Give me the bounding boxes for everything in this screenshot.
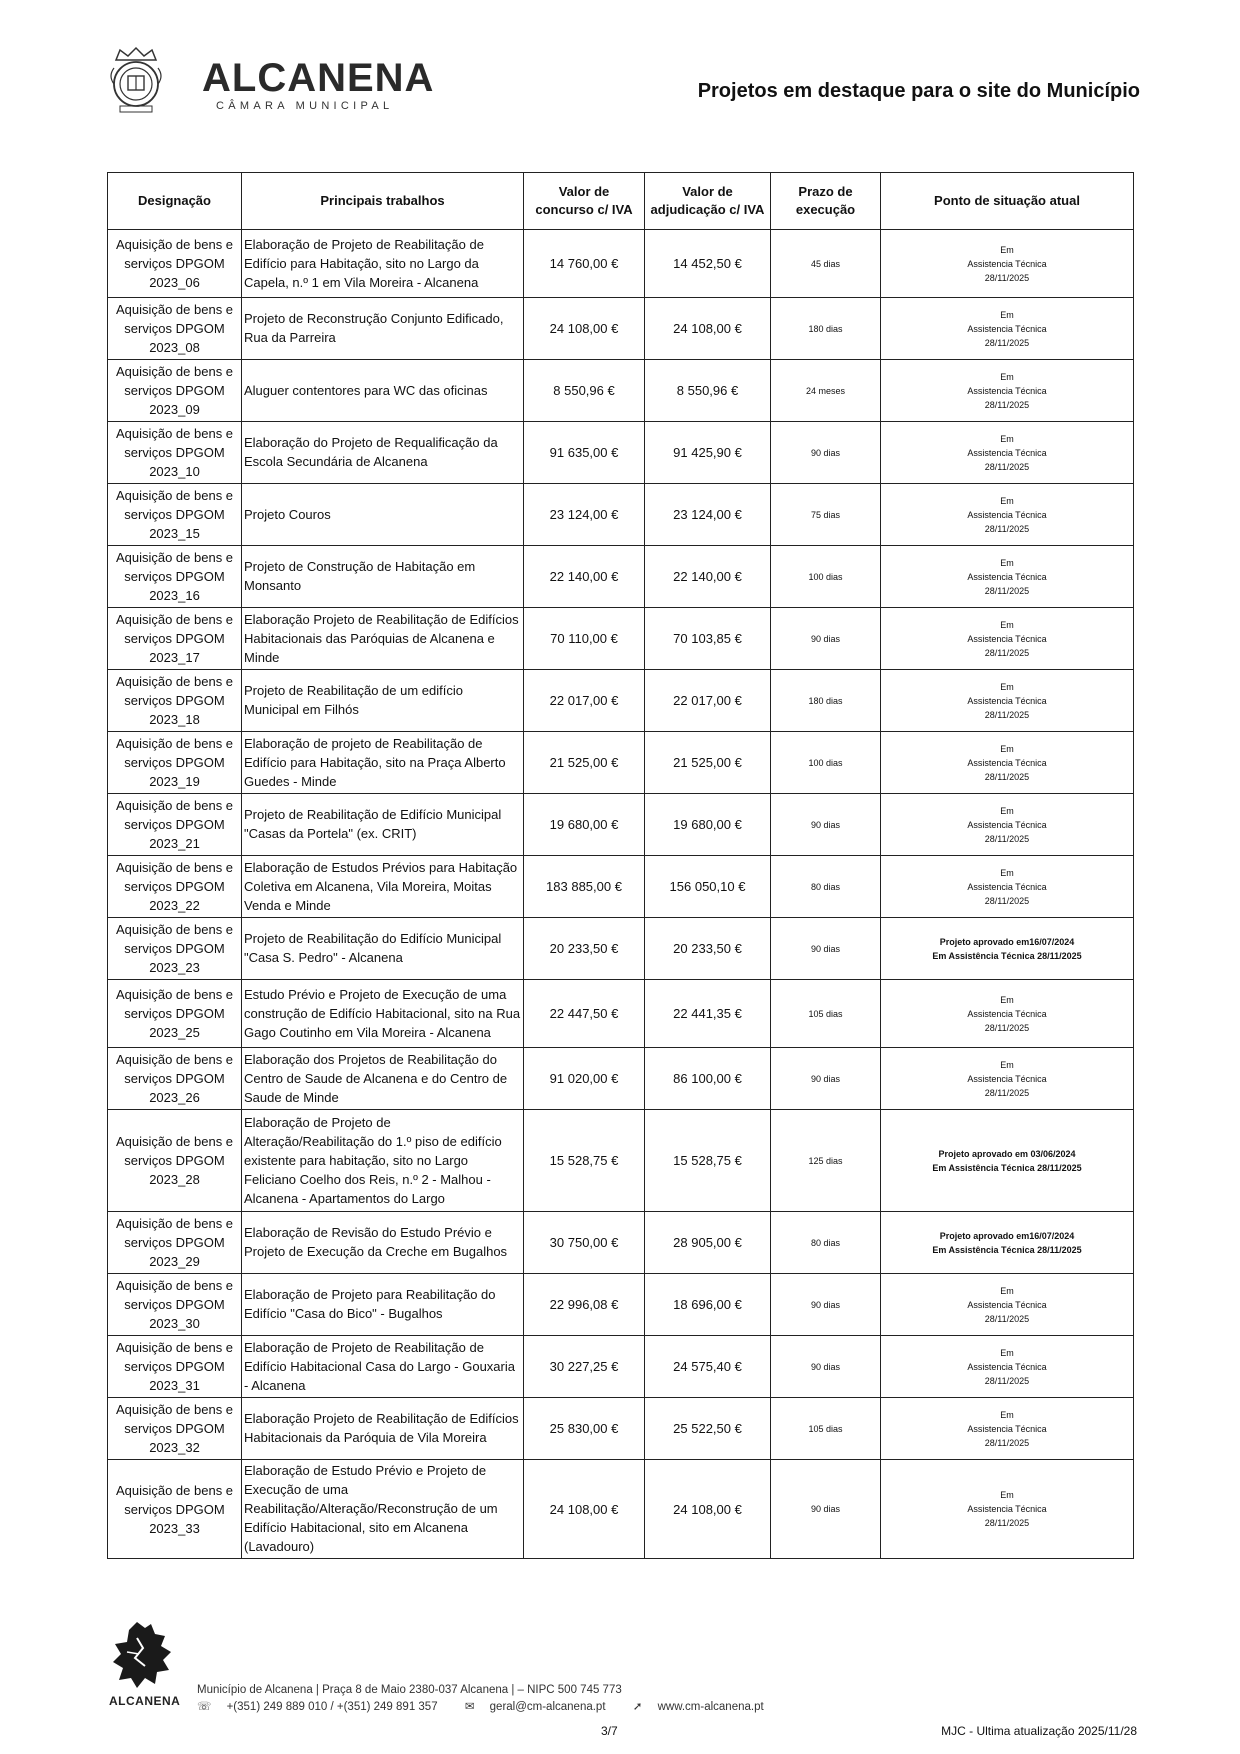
adjudicacao-value-cell: 25 522,50 € <box>645 1398 771 1460</box>
status-line: Em <box>1000 244 1014 255</box>
designation-cell: Aquisição de bens e serviços DPGOM 2023_23 <box>108 918 242 980</box>
status-cell <box>881 546 1134 608</box>
status-line: 28/11/2025 <box>984 1375 1030 1386</box>
designation-cell: Aquisição de bens e serviços DPGOM 2023_09 <box>108 360 242 422</box>
concurso-value-cell: 30 227,25 € <box>524 1336 645 1398</box>
status-cell <box>881 360 1134 422</box>
status-line: 28/11/2025 <box>984 523 1030 534</box>
status-line: 28/11/2025 <box>984 1313 1030 1324</box>
work-cell: Aluguer contentores para WC das oficinas <box>242 360 524 422</box>
status-cell <box>881 1110 1134 1212</box>
footer-phone <box>197 1701 450 1713</box>
designation-cell: Aquisição de bens e serviços DPGOM 2023_22 <box>108 856 242 918</box>
status-line: Assistencia Técnica <box>967 881 1047 892</box>
status-line: Assistencia Técnica <box>967 323 1047 334</box>
status-line: Em <box>1000 1347 1014 1358</box>
page-title: Projetos em destaque para o site do Município <box>697 80 1140 102</box>
concurso-value-cell: 22 017,00 € <box>524 670 645 732</box>
status-line: Em <box>1000 619 1014 630</box>
status-line: 28/11/2025 <box>984 1437 1030 1448</box>
designation-cell: Aquisição de bens e serviços DPGOM 2023_33 <box>108 1460 242 1559</box>
designation-cell: Aquisição de bens e serviços DPGOM 2023_30 <box>108 1274 242 1336</box>
concurso-value-cell: 91 635,00 € <box>524 422 645 484</box>
adjudicacao-value-cell: 86 100,00 € <box>645 1048 771 1110</box>
mail-icon: ✉ <box>464 1701 475 1713</box>
work-cell: Elaboração dos Projetos de Reabilitação do Centro de Saude de Alcanena e do Centro de Saude de Minde <box>242 1048 524 1110</box>
work-cell: Elaboração de Estudo Prévio e Projeto de Execução de uma Reabilitação/Alteração/Reconstrução de um Edifício Habitacional, sito em Alcanena (Lavadouro) <box>242 1460 524 1559</box>
status-line: Em Assistência Técnica 28/11/2025 <box>932 1244 1082 1255</box>
brand-logo <box>202 58 434 112</box>
work-cell: Elaboração de projeto de Reabilitação de Edifício para Habitação, sito na Praça Alberto Guedes - Minde <box>242 732 524 794</box>
concurso-value-cell: 24 108,00 € <box>524 298 645 360</box>
designation-cell: Aquisição de bens e serviços DPGOM 2023_26 <box>108 1048 242 1110</box>
prazo-cell: 90 dias <box>771 918 881 980</box>
prazo-cell: 90 dias <box>771 1274 881 1336</box>
designation-cell: Aquisição de bens e serviços DPGOM 2023_31 <box>108 1336 242 1398</box>
adjudicacao-value-cell: 22 441,35 € <box>645 980 771 1048</box>
footer-website[interactable] <box>633 1701 776 1713</box>
work-cell: Elaboração de Revisão do Estudo Prévio e Projeto de Execução da Creche em Bugalhos <box>242 1212 524 1274</box>
concurso-value-cell: 25 830,00 € <box>524 1398 645 1460</box>
designation-cell: Aquisição de bens e serviços DPGOM 2023_29 <box>108 1212 242 1274</box>
prazo-cell: 75 dias <box>771 484 881 546</box>
footer-address: Município de Alcanena | Praça 8 de Maio 2380-037 Alcanena | – NIPC 500 745 773 <box>197 1684 622 1696</box>
status-line: Em <box>1000 557 1014 568</box>
concurso-value-cell: 19 680,00 € <box>524 794 645 856</box>
prazo-cell: 90 dias <box>771 1048 881 1110</box>
status-line: Assistencia Técnica <box>967 757 1047 768</box>
adjudicacao-value-cell: 8 550,96 € <box>645 360 771 422</box>
prazo-cell: 24 meses <box>771 360 881 422</box>
concurso-value-cell: 23 124,00 € <box>524 484 645 546</box>
designation-cell: Aquisição de bens e serviços DPGOM 2023_18 <box>108 670 242 732</box>
table-row <box>108 1048 1134 1110</box>
work-cell: Elaboração de Projeto de Reabilitação de Edifício Habitacional Casa do Largo - Gouxaria - Alcanena <box>242 1336 524 1398</box>
status-cell <box>881 1212 1134 1274</box>
status-cell <box>881 856 1134 918</box>
page-header <box>100 40 1140 120</box>
prazo-cell: 180 dias <box>771 670 881 732</box>
footer-phone-text: +(351) 249 889 010 / +(351) 249 891 357 <box>226 1701 438 1713</box>
status-cell <box>881 794 1134 856</box>
concurso-value-cell: 30 750,00 € <box>524 1212 645 1274</box>
table-row <box>108 422 1134 484</box>
adjudicacao-value-cell: 24 108,00 € <box>645 1460 771 1559</box>
table-row <box>108 794 1134 856</box>
prazo-cell: 90 dias <box>771 1460 881 1559</box>
adjudicacao-value-cell: 70 103,85 € <box>645 608 771 670</box>
table-row <box>108 1274 1134 1336</box>
update-note: MJC - Ultima atualização 2025/11/28 <box>941 1724 1137 1738</box>
status-line: 28/11/2025 <box>984 771 1030 782</box>
adjudicacao-value-cell: 22 140,00 € <box>645 546 771 608</box>
status-line: Em <box>1000 1285 1014 1296</box>
adjudicacao-value-cell: 156 050,10 € <box>645 856 771 918</box>
status-line: 28/11/2025 <box>984 1022 1030 1033</box>
status-line: Assistencia Técnica <box>967 1361 1047 1372</box>
status-line: Assistencia Técnica <box>967 695 1047 706</box>
table-row <box>108 608 1134 670</box>
adjudicacao-value-cell: 18 696,00 € <box>645 1274 771 1336</box>
designation-cell: Aquisição de bens e serviços DPGOM 2023_32 <box>108 1398 242 1460</box>
work-cell: Elaboração de Projeto para Reabilitação do Edifício "Casa do Bico" - Bugalhos <box>242 1274 524 1336</box>
page-number: 3/7 <box>601 1724 618 1738</box>
header-valor-adjudicacao: Valor de adjudicação c/ IVA <box>645 173 771 230</box>
status-line: 28/11/2025 <box>984 709 1030 720</box>
work-cell: Projeto de Reconstrução Conjunto Edificado, Rua da Parreira <box>242 298 524 360</box>
status-line: Assistencia Técnica <box>967 1008 1047 1019</box>
brand-name: ALCANENA <box>202 56 435 100</box>
adjudicacao-value-cell: 15 528,75 € <box>645 1110 771 1212</box>
page-footer <box>107 1610 1137 1738</box>
concurso-value-cell: 70 110,00 € <box>524 608 645 670</box>
adjudicacao-value-cell: 22 017,00 € <box>645 670 771 732</box>
footer-contacts <box>197 1699 788 1713</box>
work-cell: Projeto Couros <box>242 484 524 546</box>
status-line: 28/11/2025 <box>984 833 1030 844</box>
adjudicacao-value-cell: 14 452,50 € <box>645 230 771 298</box>
prazo-cell: 90 dias <box>771 1336 881 1398</box>
status-line: 28/11/2025 <box>984 895 1030 906</box>
prazo-cell: 45 dias <box>771 230 881 298</box>
concurso-value-cell: 21 525,00 € <box>524 732 645 794</box>
prazo-cell: 180 dias <box>771 298 881 360</box>
status-line: Assistencia Técnica <box>967 385 1047 396</box>
table-row <box>108 918 1134 980</box>
projects-table <box>107 172 1134 1559</box>
designation-cell: Aquisição de bens e serviços DPGOM 2023_08 <box>108 298 242 360</box>
adjudicacao-value-cell: 21 525,00 € <box>645 732 771 794</box>
status-line: Em <box>1000 743 1014 754</box>
status-line: Em Assistência Técnica 28/11/2025 <box>932 950 1082 961</box>
status-cell <box>881 1274 1134 1336</box>
status-cell <box>881 484 1134 546</box>
header-situacao: Ponto de situação atual <box>881 173 1134 230</box>
status-line: Em Assistência Técnica 28/11/2025 <box>932 1162 1082 1173</box>
header-designacao: Designação <box>108 173 242 230</box>
status-line: 28/11/2025 <box>984 399 1030 410</box>
status-line: 28/11/2025 <box>984 1087 1030 1098</box>
table-row <box>108 484 1134 546</box>
status-cell <box>881 298 1134 360</box>
status-line: 28/11/2025 <box>984 647 1030 658</box>
adjudicacao-value-cell: 91 425,90 € <box>645 422 771 484</box>
header-trabalhos: Principais trabalhos <box>242 173 524 230</box>
adjudicacao-value-cell: 28 905,00 € <box>645 1212 771 1274</box>
status-line: Em <box>1000 994 1014 1005</box>
prazo-cell: 105 dias <box>771 1398 881 1460</box>
concurso-value-cell: 20 233,50 € <box>524 918 645 980</box>
table-row <box>108 360 1134 422</box>
work-cell: Projeto de Reabilitação de Edifício Municipal "Casas da Portela" (ex. CRIT) <box>242 794 524 856</box>
prazo-cell: 90 dias <box>771 422 881 484</box>
status-line: Assistencia Técnica <box>967 1423 1047 1434</box>
table-row <box>108 1460 1134 1559</box>
status-line: 28/11/2025 <box>984 272 1030 283</box>
adjudicacao-value-cell: 20 233,50 € <box>645 918 771 980</box>
status-cell <box>881 670 1134 732</box>
status-cell <box>881 1398 1134 1460</box>
designation-cell: Aquisição de bens e serviços DPGOM 2023_10 <box>108 422 242 484</box>
status-line: Assistencia Técnica <box>967 258 1047 269</box>
status-line: Assistencia Técnica <box>967 509 1047 520</box>
adjudicacao-value-cell: 19 680,00 € <box>645 794 771 856</box>
footer-website-text: www.cm-alcanena.pt <box>657 1701 764 1713</box>
work-cell: Projeto de Reabilitação do Edifício Municipal "Casa S. Pedro" - Alcanena <box>242 918 524 980</box>
table-row <box>108 670 1134 732</box>
prazo-cell: 80 dias <box>771 856 881 918</box>
concurso-value-cell: 183 885,00 € <box>524 856 645 918</box>
status-cell <box>881 1048 1134 1110</box>
work-cell: Elaboração Projeto de Reabilitação de Edifícios Habitacionais da Paróquia de Vila Moreira <box>242 1398 524 1460</box>
status-line: Em <box>1000 309 1014 320</box>
status-line: Em <box>1000 805 1014 816</box>
status-line: Assistencia Técnica <box>967 1299 1047 1310</box>
status-line: Projeto aprovado em 03/06/2024 <box>938 1148 1076 1159</box>
status-line: Assistencia Técnica <box>967 1073 1047 1084</box>
status-line: Assistencia Técnica <box>967 819 1047 830</box>
status-cell <box>881 608 1134 670</box>
status-line: Em <box>1000 681 1014 692</box>
brand-subtitle: CÂMARA MUNICIPAL <box>216 100 394 112</box>
prazo-cell: 100 dias <box>771 546 881 608</box>
work-cell: Elaboração de Projeto de Reabilitação de Edifício para Habitação, sito no Largo da Capela, n.º 1 em Vila Moreira - Alcanena <box>242 230 524 298</box>
phone-icon: ☏ <box>197 1701 212 1713</box>
status-line: Em <box>1000 495 1014 506</box>
table-row <box>108 856 1134 918</box>
prazo-cell: 100 dias <box>771 732 881 794</box>
adjudicacao-value-cell: 24 575,40 € <box>645 1336 771 1398</box>
status-line: Assistencia Técnica <box>967 633 1047 644</box>
status-line: 28/11/2025 <box>984 461 1030 472</box>
status-line: Projeto aprovado em16/07/2024 <box>939 936 1075 947</box>
footer-logo-text: ALCANENA <box>109 1694 181 1708</box>
table-row <box>108 1398 1134 1460</box>
designation-cell: Aquisição de bens e serviços DPGOM 2023_28 <box>108 1110 242 1212</box>
status-cell <box>881 422 1134 484</box>
status-line: Em <box>1000 433 1014 444</box>
designation-cell: Aquisição de bens e serviços DPGOM 2023_21 <box>108 794 242 856</box>
designation-cell: Aquisição de bens e serviços DPGOM 2023_25 <box>108 980 242 1048</box>
status-cell <box>881 230 1134 298</box>
designation-cell: Aquisição de bens e serviços DPGOM 2023_15 <box>108 484 242 546</box>
status-line: Assistencia Técnica <box>967 447 1047 458</box>
status-cell <box>881 1336 1134 1398</box>
table-row <box>108 1110 1134 1212</box>
municipal-crest-icon <box>106 46 166 114</box>
work-cell: Projeto de Construção de Habitação em Monsanto <box>242 546 524 608</box>
concurso-value-cell: 8 550,96 € <box>524 360 645 422</box>
work-cell: Elaboração de Projeto de Alteração/Reabilitação do 1.º piso de edifício existente para habitação, sito no Largo Feliciano Coelho dos Reis, n.º 2 - Malhou - Alcanena - Apartamentos do Largo <box>242 1110 524 1212</box>
status-line: 28/11/2025 <box>984 337 1030 348</box>
status-line: Em <box>1000 1490 1014 1500</box>
adjudicacao-value-cell: 24 108,00 € <box>645 298 771 360</box>
table-row <box>108 1212 1134 1274</box>
table-row <box>108 298 1134 360</box>
status-line: 28/11/2025 <box>984 1518 1030 1528</box>
concurso-value-cell: 15 528,75 € <box>524 1110 645 1212</box>
table-row <box>108 1336 1134 1398</box>
cursor-icon: ➚ <box>632 1701 643 1713</box>
footer-email[interactable] <box>465 1701 618 1713</box>
table-body <box>108 230 1134 1559</box>
status-line: Assistencia Técnica <box>967 1504 1047 1514</box>
status-line: Em <box>1000 867 1014 878</box>
designation-cell: Aquisição de bens e serviços DPGOM 2023_06 <box>108 230 242 298</box>
status-cell <box>881 1460 1134 1559</box>
work-cell: Estudo Prévio e Projeto de Execução de uma construção de Edifício Habitacional, sito na Rua Gago Coutinho em Vila Moreira - Alcanena <box>242 980 524 1048</box>
designation-cell: Aquisição de bens e serviços DPGOM 2023_17 <box>108 608 242 670</box>
concurso-value-cell: 24 108,00 € <box>524 1460 645 1559</box>
prazo-cell: 105 dias <box>771 980 881 1048</box>
concurso-value-cell: 91 020,00 € <box>524 1048 645 1110</box>
status-line: Em <box>1000 371 1014 382</box>
prazo-cell: 90 dias <box>771 794 881 856</box>
table-row <box>108 732 1134 794</box>
prazo-cell: 80 dias <box>771 1212 881 1274</box>
work-cell: Elaboração de Estudos Prévios para Habitação Coletiva em Alcanena, Vila Moreira, Moitas Venda e Minde <box>242 856 524 918</box>
status-cell <box>881 980 1134 1048</box>
footer-email-text: geral@cm-alcanena.pt <box>489 1701 606 1713</box>
header-prazo: Prazo de execução <box>771 173 881 230</box>
status-line: Projeto aprovado em16/07/2024 <box>939 1230 1075 1241</box>
table-row <box>108 980 1134 1048</box>
header-valor-concurso: Valor de concurso c/ IVA <box>524 173 645 230</box>
concurso-value-cell: 22 447,50 € <box>524 980 645 1048</box>
prazo-cell: 90 dias <box>771 608 881 670</box>
status-line: Em <box>1000 1409 1014 1420</box>
concurso-value-cell: 22 996,08 € <box>524 1274 645 1336</box>
status-line: 28/11/2025 <box>984 585 1030 596</box>
status-cell <box>881 918 1134 980</box>
work-cell: Elaboração do Projeto de Requalificação da Escola Secundária de Alcanena <box>242 422 524 484</box>
status-cell <box>881 732 1134 794</box>
concurso-value-cell: 22 140,00 € <box>524 546 645 608</box>
prazo-cell: 125 dias <box>771 1110 881 1212</box>
table-header-row <box>108 173 1134 230</box>
table-row <box>108 230 1134 298</box>
adjudicacao-value-cell: 23 124,00 € <box>645 484 771 546</box>
table-row <box>108 546 1134 608</box>
status-line: Em <box>1000 1059 1014 1070</box>
status-line: Assistencia Técnica <box>967 571 1047 582</box>
concurso-value-cell: 14 760,00 € <box>524 230 645 298</box>
work-cell: Elaboração Projeto de Reabilitação de Edifícios Habitacionais das Paróquias de Alcanena e Minde <box>242 608 524 670</box>
designation-cell: Aquisição de bens e serviços DPGOM 2023_16 <box>108 546 242 608</box>
designation-cell: Aquisição de bens e serviços DPGOM 2023_19 <box>108 732 242 794</box>
work-cell: Projeto de Reabilitação de um edifício Municipal em Filhós <box>242 670 524 732</box>
